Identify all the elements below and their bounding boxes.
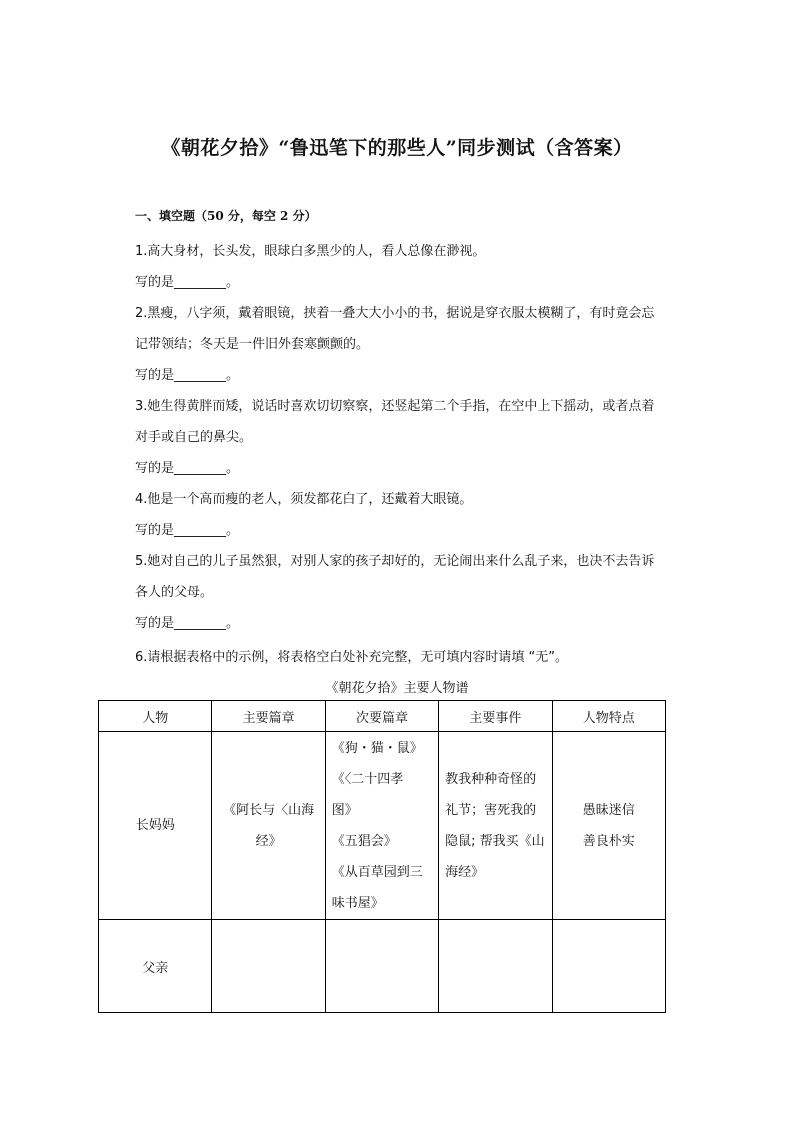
cell-main-chapter xyxy=(212,732,325,920)
header-secondary-chapter: 次要篇章 xyxy=(325,701,438,732)
character-table xyxy=(98,700,666,1013)
cell-line: 愚昧迷信 xyxy=(582,802,635,818)
cell-line: 图》 xyxy=(331,802,358,818)
cell-line: 《从百草园到三 xyxy=(331,864,423,880)
question-2-text-cont: 记带领结；冬天是一件旧外套寒颤颤的。 xyxy=(135,337,370,352)
question-3-text: 3.她生得黄胖而矮，说话时喜欢切切察察，还竖起第二个手指，在空中上下摇动，或者点着 xyxy=(135,399,655,414)
question-3-text-cont: 对手或自己的鼻尖。 xyxy=(135,430,253,445)
table-row xyxy=(99,732,666,920)
cell-line: 《〈二十四孝 xyxy=(331,771,404,787)
question-2-answer: 写的是________。 xyxy=(135,368,240,383)
table-header-row xyxy=(99,701,666,732)
document-title: 《朝花夕拾》“鲁迅笔下的那些人”同步测试（含答案） xyxy=(161,137,633,159)
question-4-text: 4.他是一个高而瘦的老人，须发都花白了，还戴着大眼镜。 xyxy=(135,492,473,507)
cell-empty xyxy=(325,920,438,1013)
cell-line: 礼节；害死我的 xyxy=(445,802,537,818)
header-person: 人物 xyxy=(99,701,212,732)
cell-main-events xyxy=(439,732,552,920)
header-traits: 人物特点 xyxy=(552,701,665,732)
cell-secondary-chapters xyxy=(325,732,438,920)
cell-person: 长妈妈 xyxy=(99,732,212,920)
cell-line: 海经》 xyxy=(445,864,485,880)
table-caption: 《朝花夕拾》主要人物谱 xyxy=(325,681,469,696)
question-4-answer: 写的是________。 xyxy=(135,523,240,538)
section-heading-fill-blank: 一、填空题（50 分，每空 2 分） xyxy=(135,209,317,223)
cell-empty xyxy=(552,920,665,1013)
cell-empty xyxy=(212,920,325,1013)
question-2-text: 2.黑瘦，八字须，戴着眼镜，挟着一叠大大小小的书，据说是穿衣服太模糊了，有时竟会忘 xyxy=(135,306,655,321)
cell-line: 教我种种奇怪的 xyxy=(445,771,537,787)
header-main-events: 主要事件 xyxy=(439,701,552,732)
question-6-text: 6.请根据表格中的示例，将表格空白处补充完整，无可填内容时请填 “无”。 xyxy=(135,650,569,665)
cell-line: 味书屋》 xyxy=(331,895,384,911)
question-1-text: 1.高大身材，长头发，眼球白多黑少的人，看人总像在渺视。 xyxy=(135,244,486,259)
cell-person: 父亲 xyxy=(99,920,212,1013)
question-5-text-cont: 各人的父母。 xyxy=(135,585,214,600)
cell-empty xyxy=(439,920,552,1013)
cell-traits xyxy=(552,732,665,920)
header-main-chapter: 主要篇章 xyxy=(212,701,325,732)
cell-line: 善良朴实 xyxy=(582,833,635,849)
cell-line: 经》 xyxy=(255,833,282,849)
question-5-text: 5.她对自己的儿子虽然狠，对别人家的孩子却好的，无论闹出来什么乱子来，也决不去告诉 xyxy=(135,554,655,569)
cell-line: 《五猖会》 xyxy=(331,833,397,849)
question-5-answer: 写的是________。 xyxy=(135,616,240,631)
cell-line: 隐鼠; 帮我买《山 xyxy=(445,833,545,849)
question-1-answer: 写的是________。 xyxy=(135,275,240,290)
cell-line: 《狗・猫・鼠》 xyxy=(331,740,423,756)
cell-line: 《阿长与〈山海 xyxy=(223,802,315,818)
table-row xyxy=(99,920,666,1013)
question-3-answer: 写的是________。 xyxy=(135,461,240,476)
